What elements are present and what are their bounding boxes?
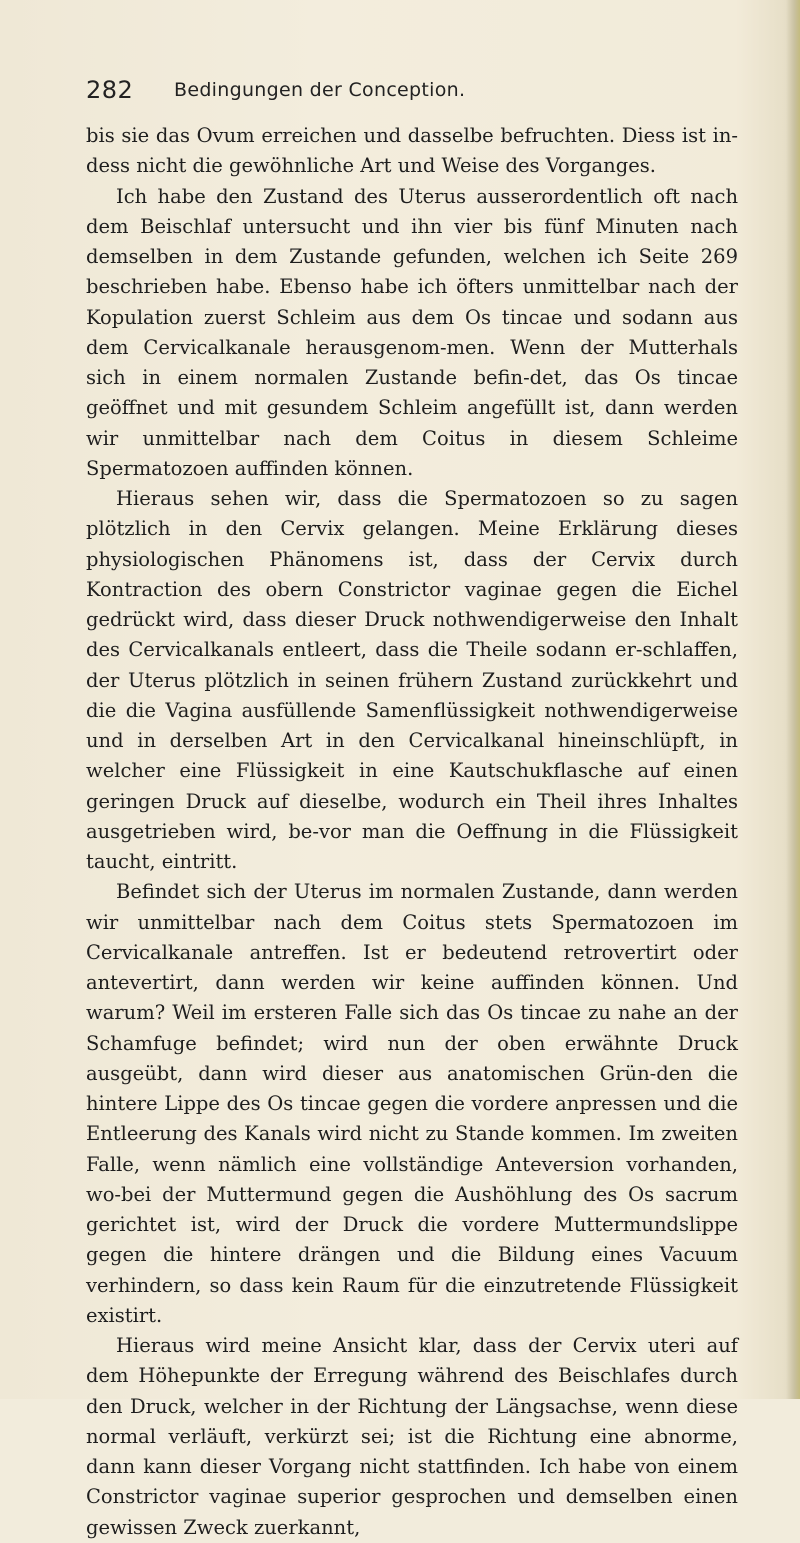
paragraph-4: Befindet sich der Uterus im normalen Zustande, dann werden wir unmittelbar nach dem Coitus stets Spermatozoen im Cervicalkanale antreffen. Ist er bedeutend retrovertirt oder antevertirt, dann werden wir keine auffinden können. Und warum? Weil im ersteren Falle sich das Os tincae zu nahe an der Schamfuge befindet; wird nun der oben erwähnte Druck ausgeübt, dann wird dieser aus anatomischen Grün-den die hintere Lippe des Os tincae gegen die vordere anpressen und die Entleerung des Kanals wird nicht zu Stande kommen. Im zweiten Falle, wenn nämlich eine vollständige Anteversion vorhanden, wo-bei der Muttermund gegen die Aushöhlung des Os sacrum gerichtet ist, wird der Druck die vordere Muttermundslippe gegen die hintere drängen und die Bildung eines Vacuum verhindern, so dass kein Raum für die einzutretende Flüssigkeit existirt.: [86, 880, 738, 1327]
running-title: Bedingungen der Conception.: [174, 79, 466, 101]
page-header: [86, 76, 736, 112]
paragraph-3: Hieraus sehen wir, dass die Spermatozoen so zu sagen plötzlich in den Cervix gelangen. Meine Erklärung dieses physiologischen Phänomens ist, dass der Cervix durch Kontraction des obern Constrictor vaginae gegen die Eichel gedrückt wird, dass dieser Druck nothwendigerweise den Inhalt des Cervicalkanals entleert, dass die Theile sodann er-schlaffen, der Uterus plötzlich in seinen frühern Zustand zurückkehrt und die die Vagina ausfüllende Samenflüssigkeit nothwendigerweise und in derselben Art in den Cervicalkanal hineinschlüpft, in welcher eine Flüssigkeit in eine Kautschukflasche auf einen geringen Druck auf dieselbe, wodurch ein Theil ihres Inhaltes ausgetrieben wird, be-vor man die Oeffnung in die Flüssigkeit taucht, eintritt.: [86, 487, 738, 873]
paragraph-2: Ich habe den Zustand des Uterus ausserordentlich oft nach dem Beischlaf untersucht und ihn vier bis fünf Minuten nach demselben in dem Zustande gefunden, welchen ich Seite 269 beschrieben habe. Ebenso habe ich öfters unmittelbar nach der Kopulation zuerst Schleim aus dem Os tincae und sodann aus dem Cervicalkanale herausgenom-men. Wenn der Mutterhals sich in einem normalen Zustande befin-det, das Os tincae geöffnet und mit gesundem Schleim angefüllt ist, dann werden wir unmittelbar nach dem Coitus in diesem Schleime Spermatozoen auffinden können.: [86, 184, 738, 480]
page-number: 282: [86, 76, 134, 104]
page-edge: [786, 0, 800, 1399]
body-text: [86, 121, 738, 1543]
paragraph-5: Hieraus wird meine Ansicht klar, dass der Cervix uteri auf dem Höhepunkte der Erregung während des Beischlafes durch den Druck, welcher in der Richtung der Längsachse, wenn diese normal verläuft, verkürzt sei; ist die Richtung eine abnorme, dann kann dieser Vorgang nicht stattfinden. Ich habe von einem Constrictor vaginae superior gesprochen und demselben einen gewissen Zweck zuerkannt,: [86, 1334, 738, 1539]
paragraph-1: bis sie das Ovum erreichen und dasselbe befruchten. Diess ist in-dess nicht die gewöhnliche Art und Weise des Vorganges.: [86, 124, 738, 178]
